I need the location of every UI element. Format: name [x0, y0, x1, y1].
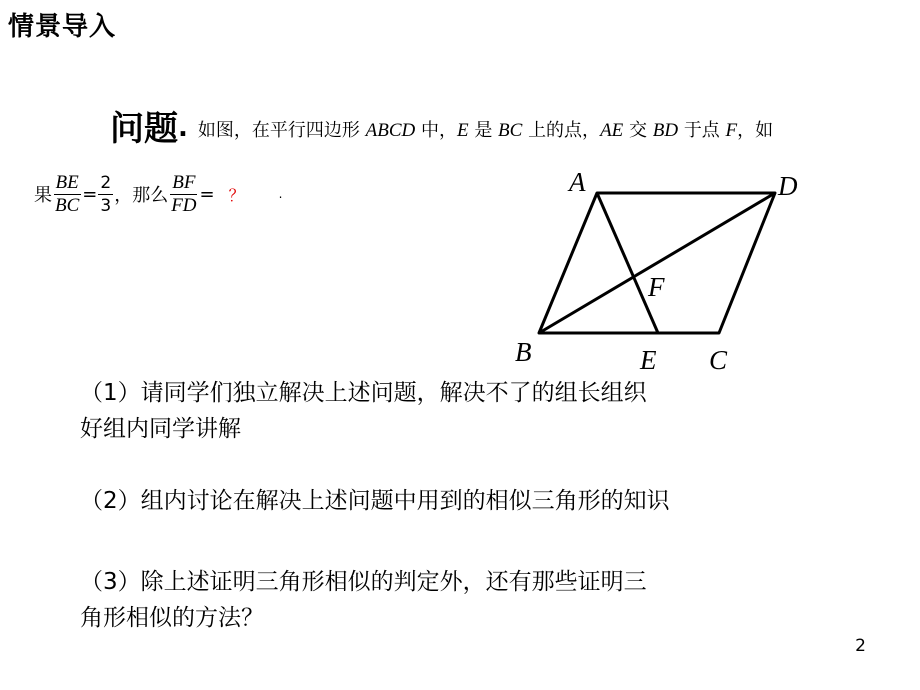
point-label-a: A	[569, 167, 586, 197]
var-f: F	[725, 120, 738, 141]
fraction-numerator: BF	[172, 171, 196, 193]
fraction-denominator: FD	[171, 194, 197, 216]
point-label-c: C	[709, 345, 728, 375]
segment-ae	[597, 193, 658, 333]
segment-bd	[539, 193, 775, 333]
var-ae: AE	[600, 120, 624, 141]
task-1-line-2: 好组内同学讲解	[80, 416, 241, 442]
question-text-4: 上的点，	[528, 120, 601, 141]
fraction-numerator: 2	[100, 172, 112, 193]
fraction-numerator: BE	[55, 171, 79, 193]
fraction-denominator: BC	[55, 194, 80, 216]
var-bc: BC	[498, 120, 523, 141]
question-line2-mid: ，那么	[114, 185, 169, 206]
question-label-dot: .	[178, 113, 188, 143]
fraction-denominator: 3	[100, 195, 112, 216]
point-label-d: D	[778, 171, 798, 201]
point-label-b: B	[515, 337, 532, 367]
slide-title: 情景导入	[8, 12, 117, 42]
task-3-line-1: （3）除上述证明三角形相似的判定外，还有那些证明三	[80, 569, 647, 595]
var-abcd: ABCD	[365, 120, 416, 141]
question-line2-prefix: 果	[34, 185, 52, 206]
question-text-3: 是	[474, 120, 493, 141]
equals-sign: =	[199, 183, 215, 205]
answer-placeholder: ？	[228, 185, 245, 205]
var-bd: BD	[652, 120, 679, 141]
parallelogram-figure	[505, 165, 825, 380]
task-2: （2）组内讨论在解决上述问题中用到的相似三角形的知识	[80, 488, 670, 514]
question-text-7: ，如	[737, 120, 774, 141]
question-label: 问题	[110, 109, 178, 149]
fraction-be-bc	[53, 172, 81, 217]
fraction-bf-fd	[169, 172, 198, 217]
fraction-two-thirds	[98, 172, 113, 217]
task-1-line-1: （1）请同学们独立解决上述问题，解决不了的组长组织	[80, 380, 647, 406]
point-label-e: E	[640, 345, 657, 375]
point-label-f: F	[648, 272, 665, 302]
var-e: E	[456, 120, 469, 141]
task-3-line-2: 角形相似的方法？	[80, 605, 264, 631]
page-number: 2	[855, 636, 866, 656]
equals-sign: =	[82, 183, 98, 205]
end-dot: .	[278, 187, 283, 201]
question-text-1: 如图，在平行四边形	[197, 120, 360, 141]
question-text-5: 交	[629, 120, 648, 141]
question-text-2: 中，	[420, 120, 457, 141]
question-line-2	[34, 166, 282, 222]
question-line-1	[110, 108, 773, 151]
question-text-6: 于点	[683, 120, 720, 141]
